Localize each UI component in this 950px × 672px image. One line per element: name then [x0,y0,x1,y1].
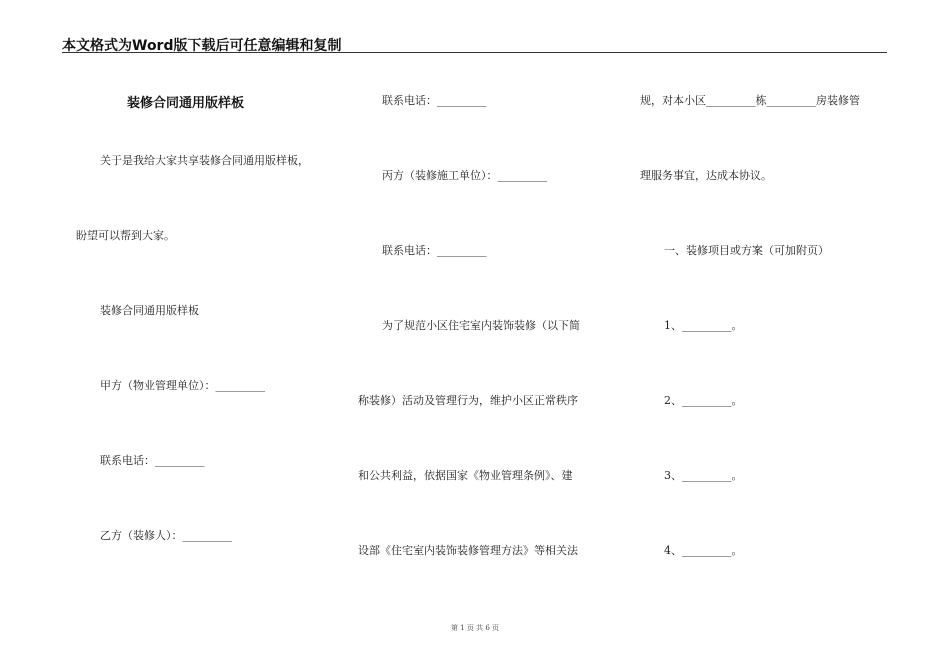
col1-line-1: 关于是我给大家共享装修合同通用版样板， [100,154,309,167]
col1-line-5: 联系电话：_________ [100,454,205,467]
col3-line-2: 理服务事宜，达成本协议。 [640,169,772,182]
col1-line-3: 装修合同通用版样板 [100,304,199,317]
col3-line-4: 1、_________。 [664,319,743,332]
col3-line-1: 规，对本小区_________栋_________房装修管 [640,94,860,107]
col3-line-7: 4、_________。 [664,544,743,557]
document-title: 装修合同通用版样板 [127,96,245,111]
col3-line-5: 2、_________。 [664,394,743,407]
col2-line-5: 称装修）活动及管理行为，维护小区正常秩序 [358,394,578,407]
header-title: 本文格式为Word版下载后可任意编辑和复制 [62,38,342,54]
col2-line-6: 和公共利益，依据国家《物业管理条例》、建 [358,469,573,482]
page-header [62,31,887,53]
col1-line-6: 乙方（装修人）：_________ [100,529,232,542]
col2-line-1: 联系电话：_________ [382,94,487,107]
col2-line-3: 联系电话：_________ [382,244,487,257]
col3-line-6: 3、_________。 [664,469,743,482]
col3-line-3: 一、装修项目或方案（可加附页） [664,244,829,257]
col2-line-7: 设部《住宅室内装饰装修管理方法》等相关法 [358,544,578,557]
page-footer: 第 1 页 共 6 页 [450,624,500,632]
col2-line-2: 丙方（装修施工单位）：_________ [382,169,547,182]
col1-line-2: 盼望可以帮到大家。 [76,229,175,242]
col2-line-4: 为了规范小区住宅室内装饰装修（以下简 [382,319,580,332]
col1-line-4: 甲方（物业管理单位）：_________ [100,379,265,392]
